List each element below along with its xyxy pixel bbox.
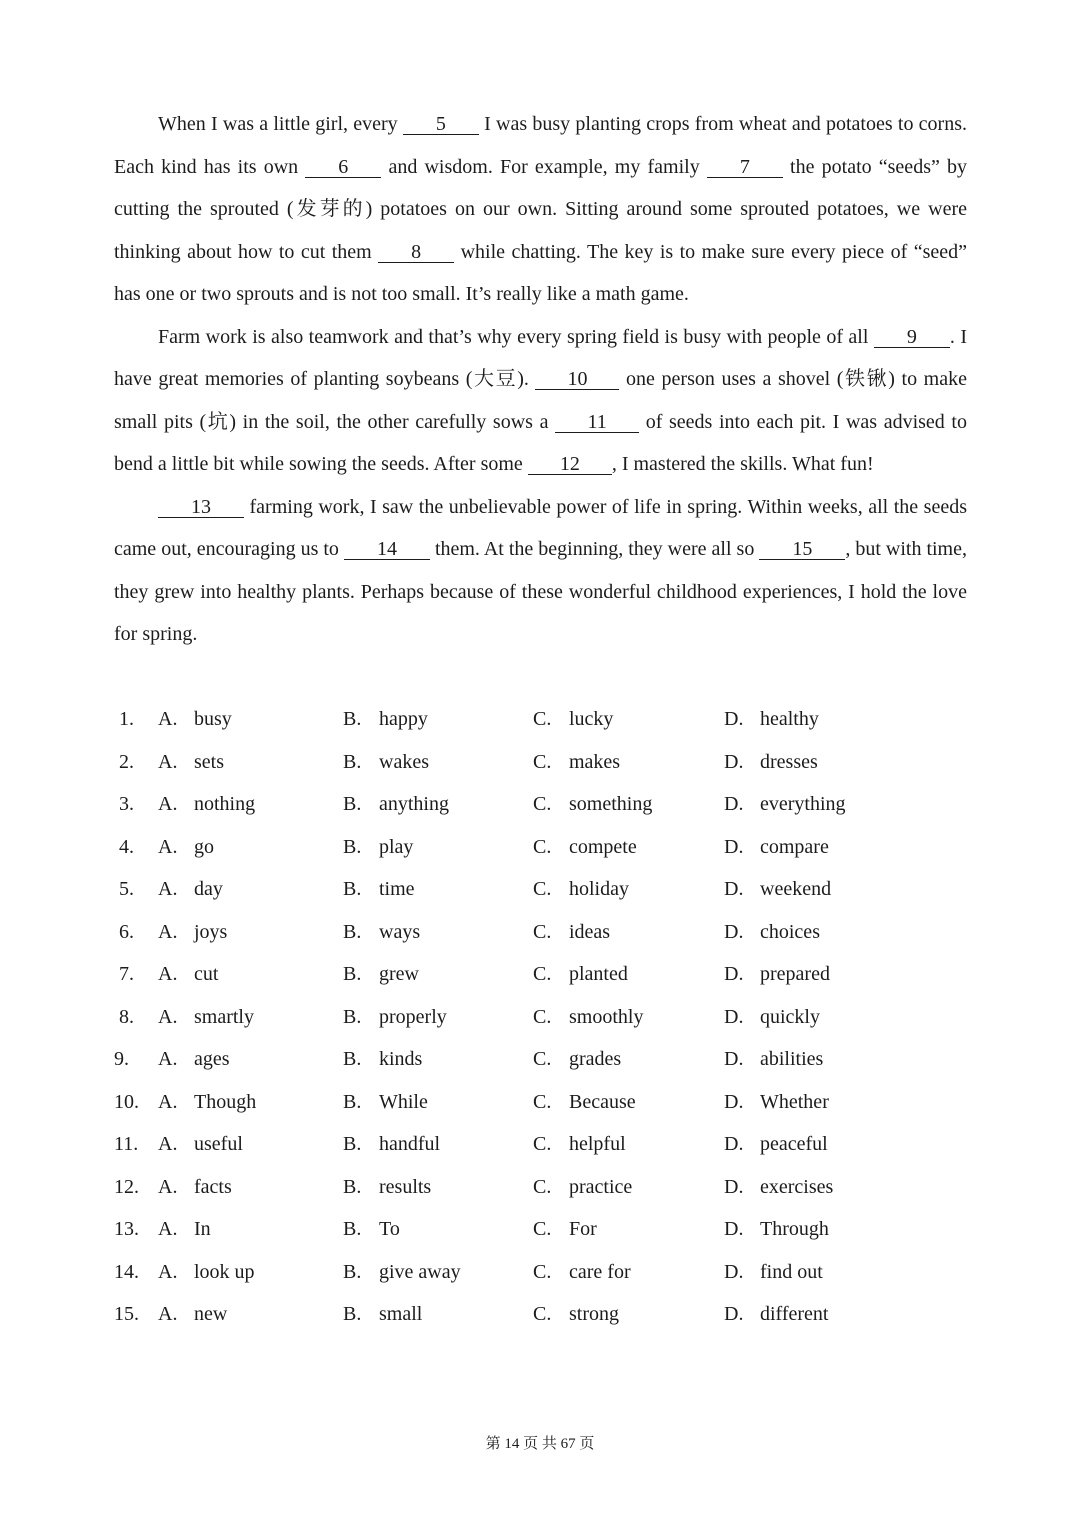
passage-text: When I was a little girl, every (158, 113, 403, 135)
option-letter: C. (533, 1048, 552, 1070)
option-letter: A. (158, 1260, 178, 1283)
option-b (343, 1208, 400, 1251)
option-a (158, 826, 214, 869)
option-c (533, 1251, 631, 1294)
option-letter: C. (533, 878, 552, 900)
question-row-3 (114, 783, 967, 826)
question-row-14 (114, 1251, 967, 1294)
option-letter: B. (343, 750, 362, 773)
option-a (158, 996, 254, 1039)
option-text: kinds (379, 1048, 423, 1070)
blank-12: 12 (528, 454, 612, 475)
option-letter: B. (343, 963, 362, 985)
question-number: 14. (114, 1260, 139, 1283)
option-text: grew (379, 963, 419, 985)
option-letter: B. (343, 1005, 362, 1028)
option-letter: A. (158, 1005, 178, 1028)
option-letter: B. (343, 1218, 362, 1240)
option-a (158, 1038, 230, 1081)
cloze-passage (114, 103, 967, 656)
option-text: small (379, 1303, 423, 1325)
option-letter: B. (343, 1175, 362, 1198)
option-letter: B. (343, 708, 362, 730)
blank-15: 15 (759, 539, 845, 560)
option-d (724, 996, 820, 1039)
option-c (533, 911, 610, 954)
question-row-13 (114, 1208, 967, 1251)
option-b (343, 783, 449, 826)
option-c (533, 783, 652, 826)
option-text: ways (379, 920, 421, 943)
option-a (158, 783, 255, 826)
option-text: care for (569, 1260, 631, 1283)
blank-5: 5 (403, 114, 479, 135)
option-text: prepared (760, 963, 830, 985)
option-a (158, 868, 223, 911)
option-text: planted (569, 963, 628, 985)
option-letter: C. (533, 793, 552, 815)
passage-text: I was busy planting crops from wheat and potatoes to corns. Each kind has its own (114, 113, 967, 178)
option-letter: C. (533, 1175, 552, 1198)
passage-text: Farm work is also teamwork and that’s why every spring field is busy with people of all (158, 325, 874, 348)
option-letter: D. (724, 835, 744, 858)
passage-text: the potato “seeds” by cutting the sprouted (发芽的) potatoes on our own. Sitting around some sprouted potatoes, we were thinking about how to cut them (114, 155, 968, 263)
option-a (158, 741, 224, 784)
blank-14: 14 (344, 539, 430, 560)
option-text: dresses (760, 750, 818, 773)
option-letter: A. (158, 1133, 178, 1155)
option-d (724, 1166, 833, 1209)
option-text: joys (194, 920, 228, 943)
passage-text: them. At the beginning, they were all so (429, 538, 760, 560)
option-text: Though (194, 1090, 257, 1113)
question-row-5 (114, 868, 967, 911)
option-letter: A. (158, 1303, 178, 1325)
question-row-2 (114, 741, 967, 784)
option-b (343, 1166, 431, 1209)
option-b (343, 1293, 422, 1336)
option-c (533, 1293, 619, 1336)
option-text: facts (194, 1175, 232, 1198)
option-text: happy (379, 708, 428, 730)
option-letter: D. (724, 750, 744, 773)
option-letter: A. (158, 793, 178, 815)
option-letter: C. (533, 1005, 552, 1028)
option-letter: A. (158, 708, 178, 730)
option-letter: D. (724, 920, 744, 943)
option-letter: D. (724, 708, 744, 730)
option-text: abilities (760, 1048, 824, 1070)
option-text: grades (569, 1048, 622, 1070)
question-number: 4. (114, 835, 134, 858)
option-a (158, 1251, 255, 1294)
passage-text: and wisdom. For example, my family (381, 155, 707, 178)
option-d (724, 698, 819, 741)
option-text: weekend (760, 878, 832, 900)
option-d (724, 1293, 829, 1336)
paragraph-3 (114, 486, 967, 656)
passage-text: while chatting. The key is to make sure every piece of “seed” has one or two sprouts and is not too small. It’s really like a math game. (114, 240, 968, 305)
question-row-15 (114, 1293, 967, 1336)
question-number: 2. (114, 750, 134, 773)
question-row-1 (114, 698, 967, 741)
option-text: compete (569, 835, 637, 858)
page-footer: 第 14 页 共 67 页 (485, 1436, 595, 1452)
option-b (343, 911, 420, 954)
option-a (158, 698, 232, 741)
option-letter: D. (724, 1218, 744, 1240)
option-text: results (379, 1175, 432, 1198)
option-b (343, 953, 419, 996)
question-row-8 (114, 996, 967, 1039)
option-c (533, 1208, 597, 1251)
option-text: smoothly (569, 1005, 644, 1028)
option-b (343, 868, 415, 911)
option-d (724, 953, 830, 996)
option-text: quickly (760, 1005, 820, 1028)
option-text: wakes (379, 750, 429, 773)
answer-options (114, 698, 967, 1336)
option-letter: B. (343, 878, 362, 900)
option-letter: D. (724, 793, 744, 815)
paragraph-1 (114, 103, 967, 316)
passage-text: farming work, I saw the unbelievable power of life in spring. Within weeks, all the seeds came out, encouraging us to (114, 495, 967, 560)
option-c (533, 1166, 632, 1209)
option-b (343, 826, 413, 869)
option-text: smartly (194, 1005, 254, 1028)
option-a (158, 1123, 243, 1166)
option-c (533, 1081, 636, 1124)
passage-text: , I mastered the skills. What fun! (611, 453, 874, 475)
option-letter: C. (533, 1260, 552, 1283)
option-letter: D. (724, 1048, 744, 1070)
option-c (533, 1038, 621, 1081)
option-letter: D. (724, 1303, 744, 1325)
option-text: new (194, 1303, 228, 1325)
option-letter: C. (533, 1218, 552, 1240)
question-row-12 (114, 1166, 967, 1209)
option-letter: A. (158, 878, 178, 900)
option-letter: C. (533, 750, 552, 773)
question-row-10 (114, 1081, 967, 1124)
option-d (724, 826, 829, 869)
option-letter: B. (343, 1090, 362, 1113)
option-letter: A. (158, 920, 178, 943)
option-d (724, 911, 820, 954)
option-text: time (379, 878, 415, 900)
blank-13: 13 (158, 497, 244, 518)
option-letter: D. (724, 878, 744, 900)
option-letter: C. (533, 920, 552, 943)
question-row-11 (114, 1123, 967, 1166)
option-text: different (760, 1303, 829, 1325)
option-letter: D. (724, 1005, 744, 1028)
blank-11: 11 (555, 412, 639, 433)
option-b (343, 1123, 440, 1166)
option-c (533, 1123, 626, 1166)
option-text: ideas (569, 920, 611, 943)
option-d (724, 1208, 829, 1251)
option-c (533, 826, 637, 869)
question-row-9 (114, 1038, 967, 1081)
option-letter: D. (724, 1090, 744, 1113)
option-text: properly (379, 1005, 447, 1028)
option-a (158, 953, 218, 996)
option-text: strong (569, 1303, 619, 1325)
question-row-7 (114, 953, 967, 996)
option-d (724, 741, 818, 784)
passage-text: of seeds into each pit. I was advised to bend a little bit while sowing the seeds. After some (114, 410, 967, 475)
option-text: makes (569, 750, 621, 773)
question-number: 10. (114, 1090, 139, 1113)
option-letter: C. (533, 1133, 552, 1155)
question-row-4 (114, 826, 967, 869)
option-a (158, 911, 227, 954)
option-letter: D. (724, 1260, 744, 1283)
option-letter: D. (724, 963, 744, 985)
option-c (533, 868, 629, 911)
option-c (533, 741, 620, 784)
option-text: helpful (569, 1133, 626, 1155)
option-letter: A. (158, 963, 178, 985)
option-text: healthy (760, 708, 819, 730)
blank-7: 7 (707, 157, 783, 178)
option-text: compare (760, 835, 829, 858)
option-text: find out (760, 1260, 823, 1283)
question-number: 12. (114, 1175, 139, 1198)
option-letter: C. (533, 708, 552, 730)
option-text: While (379, 1090, 428, 1113)
blank-9: 9 (874, 327, 950, 348)
question-number: 3. (114, 793, 134, 815)
option-letter: A. (158, 1175, 178, 1198)
option-letter: C. (533, 963, 552, 985)
question-number: 5. (114, 878, 134, 900)
option-c (533, 698, 613, 741)
option-text: Whether (760, 1090, 829, 1113)
option-letter: C. (533, 1090, 552, 1113)
option-c (533, 953, 628, 996)
option-letter: A. (158, 835, 178, 858)
option-d (724, 1251, 823, 1294)
option-text: choices (760, 920, 820, 943)
option-text: To (379, 1218, 400, 1240)
option-letter: A. (158, 1048, 178, 1070)
option-text: nothing (194, 793, 256, 815)
option-d (724, 1081, 829, 1124)
option-d (724, 868, 831, 911)
question-number: 8. (114, 1005, 134, 1028)
option-text: go (194, 835, 214, 858)
option-d (724, 1123, 828, 1166)
option-letter: D. (724, 1175, 744, 1198)
option-text: handful (379, 1133, 441, 1155)
option-letter: A. (158, 1090, 178, 1113)
option-letter: D. (724, 1133, 744, 1155)
passage-text: , but with time, they grew into healthy plants. Perhaps because of these wonderful childhood experiences, I hold the love for spring. (114, 538, 967, 645)
option-text: peaceful (760, 1133, 828, 1155)
question-number: 1. (114, 708, 134, 730)
passage-text: one person uses a shovel (铁锹) to make small pits (坑) in the soil, the other carefully sows a (114, 368, 967, 433)
option-text: holiday (569, 878, 629, 900)
blank-10: 10 (535, 369, 619, 390)
option-d (724, 1038, 823, 1081)
option-text: cut (194, 963, 219, 985)
blank-8: 8 (378, 242, 454, 263)
option-b (343, 1038, 422, 1081)
option-a (158, 1081, 256, 1124)
option-letter: B. (343, 920, 362, 943)
option-b (343, 1251, 461, 1294)
question-number: 15. (114, 1303, 139, 1325)
option-text: sets (194, 750, 224, 773)
option-letter: B. (343, 793, 362, 815)
option-text: busy (194, 708, 232, 730)
option-text: In (194, 1218, 211, 1240)
option-text: anything (379, 793, 449, 815)
option-letter: B. (343, 1048, 362, 1070)
option-letter: B. (343, 1133, 362, 1155)
option-letter: B. (343, 1303, 362, 1325)
option-a (158, 1208, 211, 1251)
option-text: useful (194, 1133, 243, 1155)
option-letter: A. (158, 750, 178, 773)
question-number: 6. (114, 920, 134, 943)
option-b (343, 741, 429, 784)
option-text: give away (379, 1260, 461, 1283)
option-letter: C. (533, 1303, 552, 1325)
option-d (724, 783, 846, 826)
passage-text: . I have great memories of planting soybeans (大豆). (114, 325, 968, 390)
option-letter: C. (533, 835, 552, 858)
question-number: 13. (114, 1218, 139, 1240)
option-b (343, 1081, 428, 1124)
option-letter: B. (343, 835, 362, 858)
option-text: exercises (760, 1175, 834, 1198)
paragraph-2 (114, 316, 967, 486)
question-number: 9. (114, 1048, 129, 1070)
question-number: 7. (114, 963, 134, 985)
option-text: For (569, 1218, 597, 1240)
option-letter: B. (343, 1260, 362, 1283)
option-b (343, 996, 447, 1039)
option-text: Because (569, 1090, 636, 1113)
option-a (158, 1166, 232, 1209)
option-text: Through (760, 1218, 829, 1240)
option-text: something (569, 793, 653, 815)
option-c (533, 996, 643, 1039)
option-text: day (194, 878, 223, 900)
option-text: play (379, 835, 414, 858)
option-text: ages (194, 1048, 230, 1070)
question-number: 11. (114, 1133, 139, 1155)
option-text: practice (569, 1175, 633, 1198)
option-text: everything (760, 793, 846, 815)
option-letter: A. (158, 1218, 178, 1240)
option-text: look up (194, 1260, 255, 1283)
option-text: lucky (569, 708, 614, 730)
option-b (343, 698, 428, 741)
option-a (158, 1293, 227, 1336)
blank-6: 6 (305, 157, 381, 178)
question-row-6 (114, 911, 967, 954)
